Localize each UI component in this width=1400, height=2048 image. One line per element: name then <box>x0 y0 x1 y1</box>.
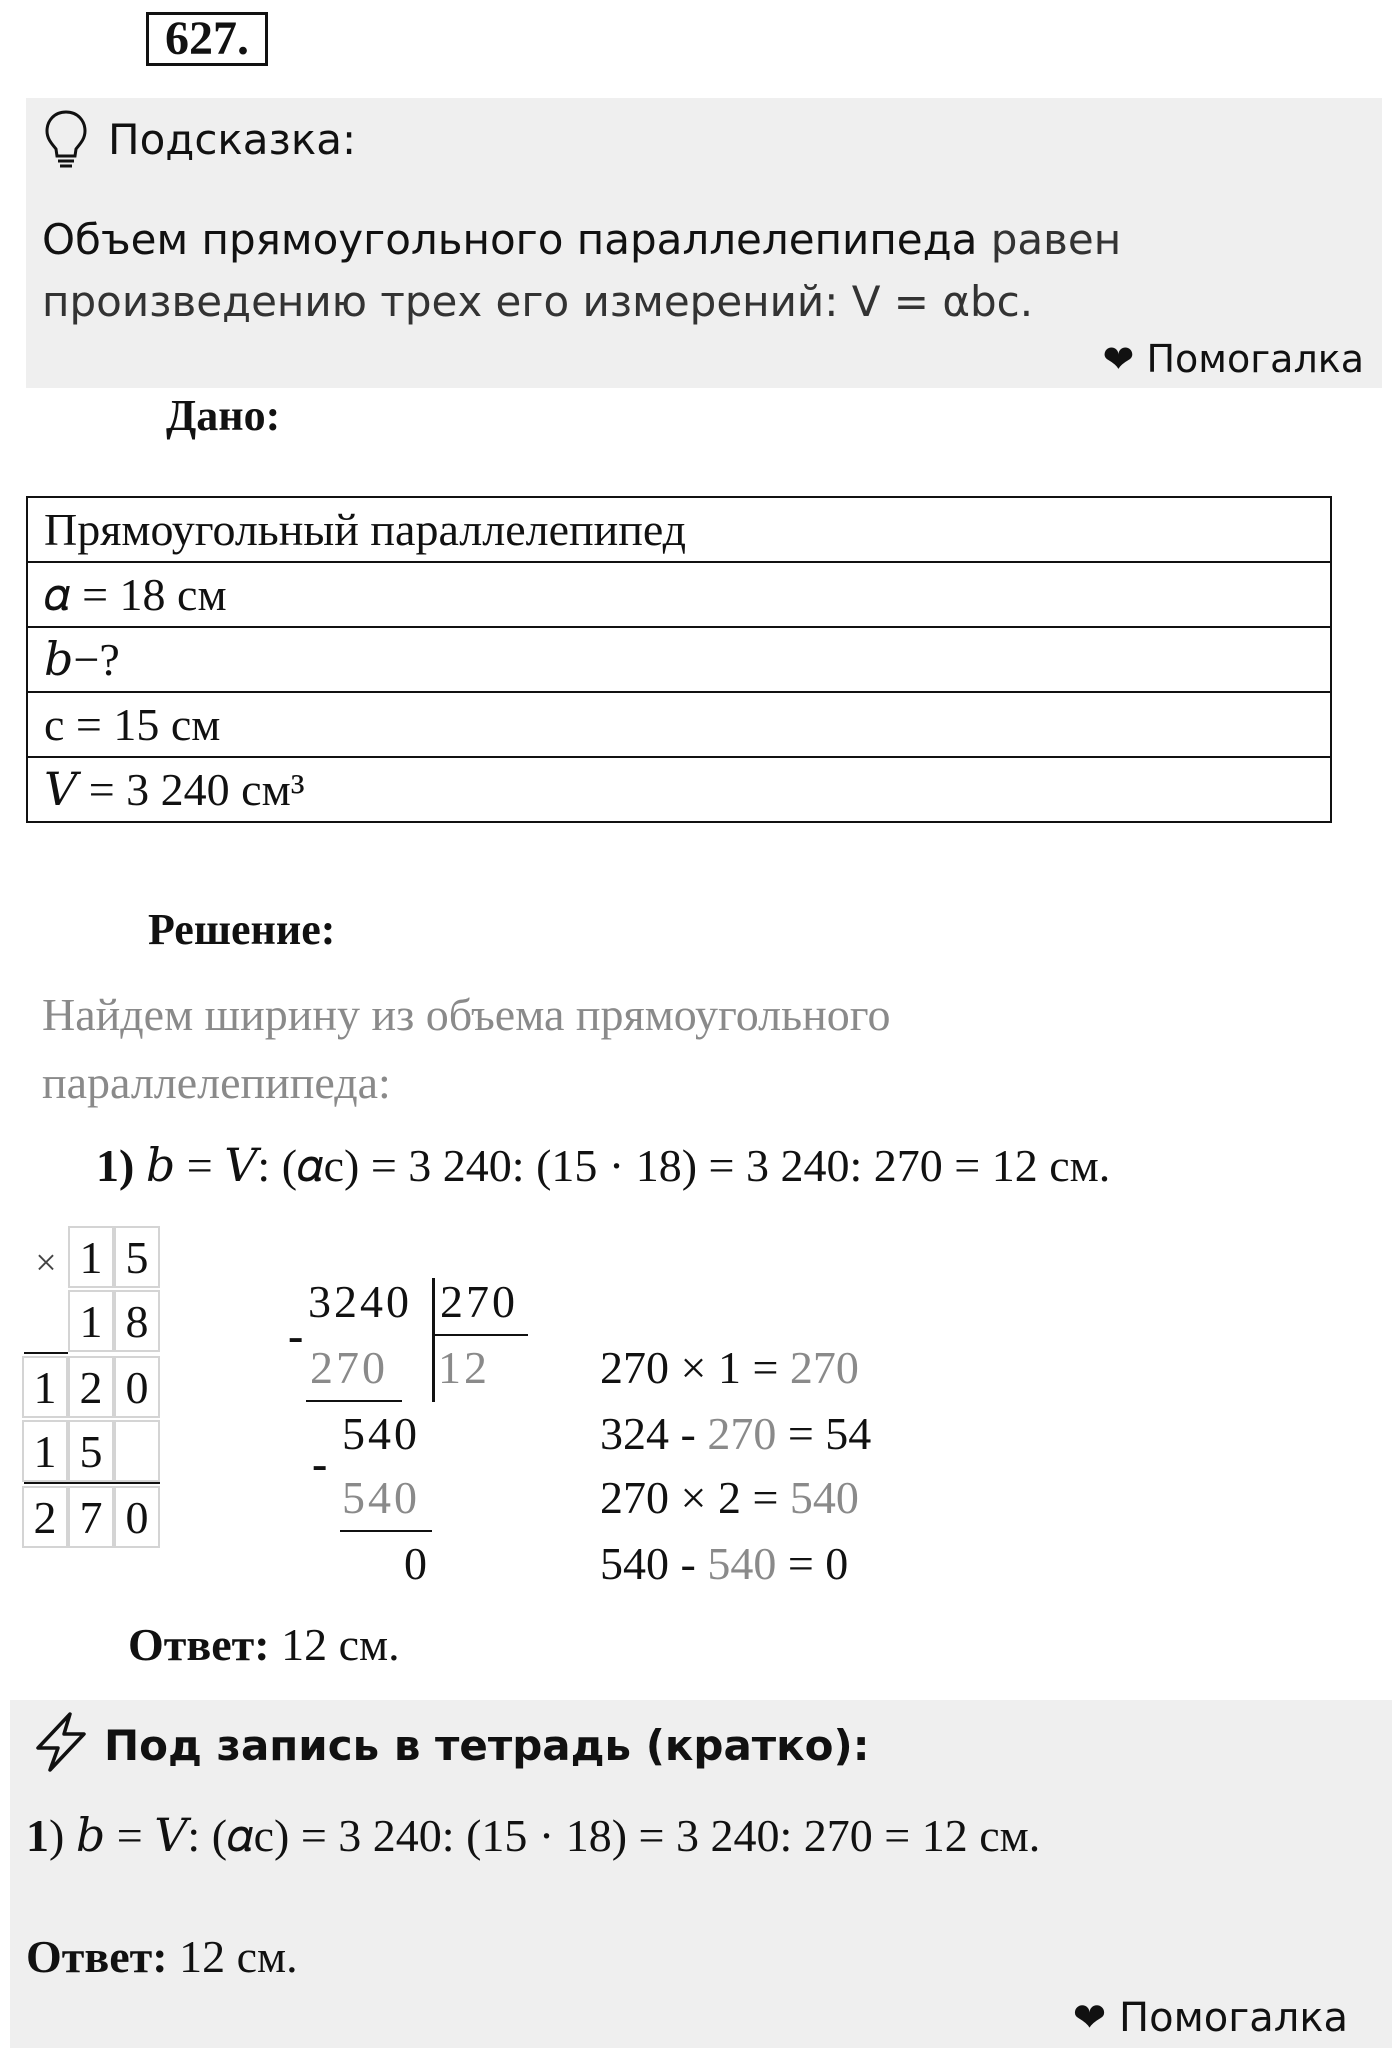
division-subtrahend-1: 270 <box>310 1342 388 1393</box>
division-divisor: 270 <box>440 1276 518 1327</box>
division-divisor-line <box>432 1334 528 1336</box>
mult-cell: 0 <box>114 1486 160 1548</box>
check-part: = 0 <box>776 1538 849 1589</box>
given-cell: Прямоугольный параллелепипед <box>27 497 1331 562</box>
notebook-answer <box>26 1930 298 1983</box>
answer-label: Ответ: <box>128 1619 270 1670</box>
heart-icon: ❤ <box>1102 337 1135 381</box>
check-part: 540 <box>789 1472 859 1523</box>
mult-line <box>24 1482 160 1484</box>
table-row <box>27 627 1331 692</box>
check-part: 270 <box>707 1408 777 1459</box>
minus-sign: - <box>288 1310 307 1361</box>
division-dividend: 3240 <box>308 1276 412 1327</box>
division-line <box>306 1400 402 1402</box>
check-line <box>600 1534 848 1594</box>
step-expression: 𝑏 = 𝑉: (𝛼c) = 3 240: (15 · 18) = 3 240: 270 = 12 см. <box>134 1140 1111 1191</box>
hint-title: Подсказка: <box>108 115 357 164</box>
mult-cell: 8 <box>114 1290 160 1352</box>
table-row <box>27 562 1331 627</box>
table-row <box>27 497 1331 562</box>
check-part: 270 <box>789 1342 859 1393</box>
mult-cell <box>114 1420 160 1482</box>
mult-cell: 1 <box>68 1226 114 1288</box>
mult-cell: 2 <box>68 1356 114 1418</box>
mult-cell: 1 <box>22 1356 68 1418</box>
check-part: 540 <box>707 1538 777 1589</box>
given-table <box>26 496 1332 823</box>
table-row <box>27 692 1331 757</box>
step-expression: ) 𝑏 = 𝑉: (𝛼c) = 3 240: (15 · 18) = 3 240: 270 = 12 см. <box>49 1810 1041 1861</box>
division-quotient: 12 <box>438 1342 490 1393</box>
hint-text-line1 <box>42 212 1121 268</box>
mult-cell: 0 <box>114 1356 160 1418</box>
solution-step-1 <box>96 1138 1110 1194</box>
division-line <box>340 1530 432 1532</box>
hint-brand[interactable] <box>1103 334 1364 384</box>
check-part: 270 × 2 = <box>600 1472 790 1523</box>
division-remainder-1: 540 <box>342 1408 420 1459</box>
solution-intro-line1: Найдем ширину из объема прямоугольного <box>42 989 891 1040</box>
given-heading: Дано: <box>166 391 281 440</box>
solution-intro-line2: параллелепипеда: <box>42 1057 391 1108</box>
mult-cell: 2 <box>22 1486 68 1548</box>
notebook-brand[interactable] <box>1073 1992 1348 2044</box>
check-line <box>600 1468 859 1528</box>
mult-line <box>24 1352 68 1354</box>
check-line <box>600 1338 859 1398</box>
division-final-remainder: 0 <box>404 1538 430 1589</box>
minus-sign: - <box>312 1438 331 1489</box>
check-part: 540 - <box>600 1538 708 1589</box>
heart-icon: ❤ <box>1072 1995 1107 2041</box>
answer-value: 12 см. <box>167 1931 298 1982</box>
given-cell: 𝑏−? <box>27 627 1331 692</box>
mult-cell: 7 <box>68 1486 114 1548</box>
given-cell: 𝑉 = 3 240 см³ <box>27 757 1331 822</box>
lightbulb-icon <box>42 108 90 172</box>
division-vertical-line <box>432 1278 435 1402</box>
check-part: = 54 <box>776 1408 872 1459</box>
given-cell: c = 15 см <box>27 692 1331 757</box>
mult-cell: 1 <box>68 1290 114 1352</box>
step-number: 1) <box>96 1140 135 1191</box>
multiply-sign: × <box>35 1242 57 1284</box>
answer-value: 12 см. <box>269 1619 400 1670</box>
table-row <box>27 757 1331 822</box>
mult-cell: 5 <box>114 1226 160 1288</box>
hint-bold-term: Объем прямоугольного параллелепипеда <box>42 215 978 264</box>
hint-text-line2: произведению трех его измерений: V = αbc. <box>42 277 1034 326</box>
given-cell: 𝛼 = 18 см <box>27 562 1331 627</box>
notebook-title: Под запись в тетрадь (кратко): <box>104 1721 870 1770</box>
problem-number: 627. <box>146 12 268 66</box>
division-subtrahend-2: 540 <box>342 1472 420 1523</box>
check-part: 324 - <box>600 1408 708 1459</box>
hint-text-rest: равен <box>977 215 1122 264</box>
lightning-icon <box>30 1710 92 1774</box>
notebook-step-1 <box>26 1808 1040 1864</box>
check-part: 270 × 1 = <box>600 1342 790 1393</box>
mult-cell: 1 <box>22 1420 68 1482</box>
brand-label: Помогалка <box>1119 1995 1348 2041</box>
solution-heading: Решение: <box>148 905 336 954</box>
answer <box>128 1618 400 1671</box>
answer-label: Ответ: <box>26 1931 168 1982</box>
mult-cell: 5 <box>68 1420 114 1482</box>
brand-label: Помогалка <box>1146 337 1364 381</box>
check-line <box>600 1404 871 1464</box>
step-number: 1 <box>26 1810 49 1861</box>
